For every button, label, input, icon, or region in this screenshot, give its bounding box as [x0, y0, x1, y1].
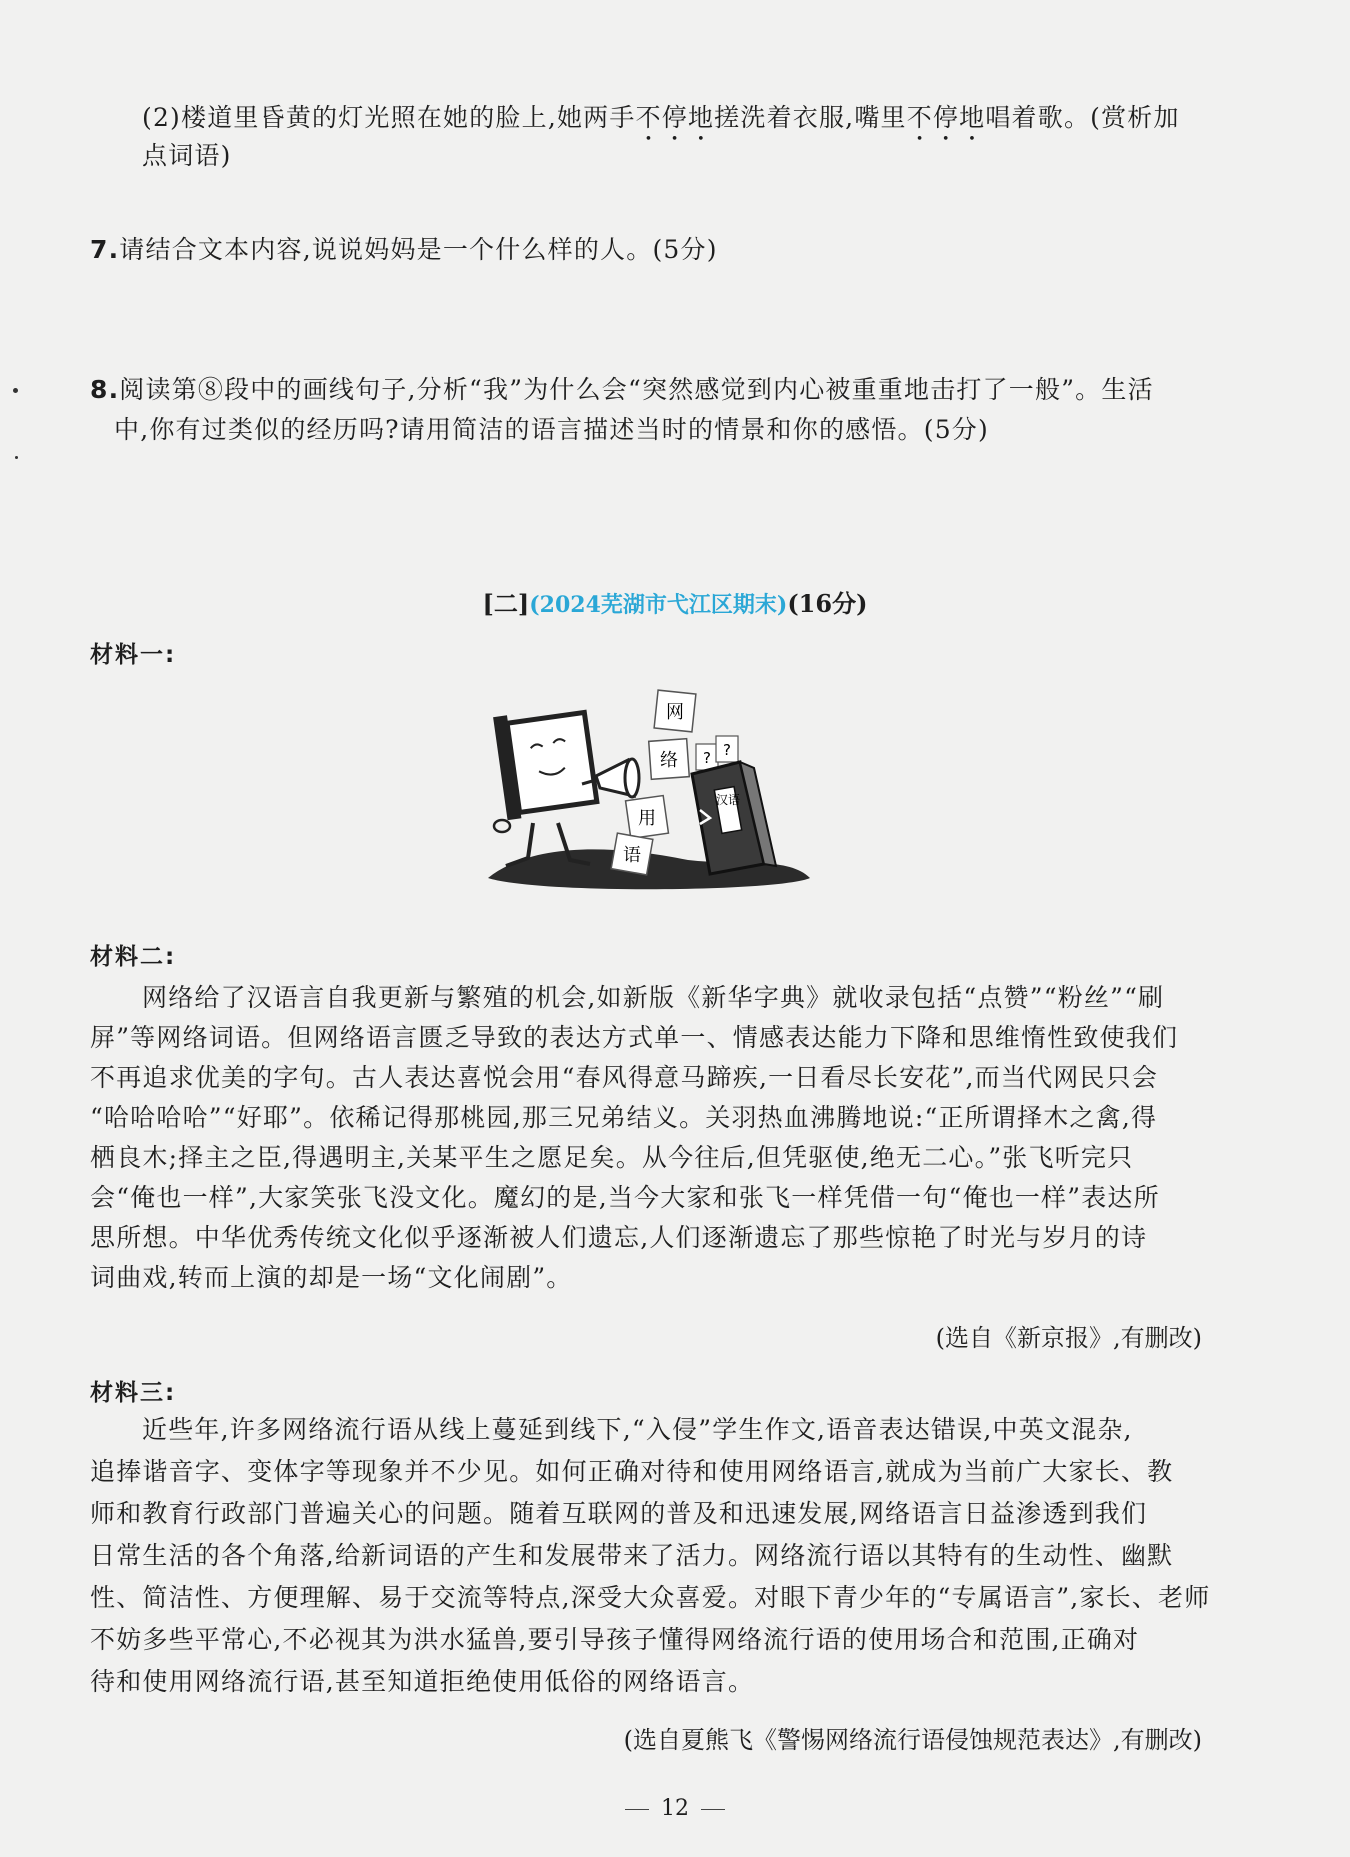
- m2-source: (选自《新京报》,有删改): [935, 1324, 1202, 1352]
- svg-text:汉语: 汉语: [715, 793, 741, 807]
- question-8: [90, 370, 1202, 410]
- q6-2-line-2: 点词语): [142, 141, 232, 170]
- page-number-dash-left: [625, 1809, 649, 1810]
- section-score: (16分): [787, 589, 868, 618]
- word-card-4: [611, 833, 653, 875]
- m3-line-5: 性、简洁性、方便理解、易于交流等特点,深受大众喜爱。对眼下青少年的“专属语言”,家长、老师: [90, 1583, 1211, 1612]
- svg-text:?: ?: [703, 749, 711, 767]
- m2-line-4: “哈哈哈哈”“好耶”。依稀记得那桃园,那三兄弟结义。关羽热血沸腾地说:“正所谓择木之禽,得: [90, 1103, 1158, 1132]
- material-3-label: 材料三:: [90, 1380, 177, 1406]
- m3-line-7: 待和使用网络流行语,甚至知道拒绝使用低俗的网络语言。: [90, 1667, 755, 1696]
- m2-line-2: 屏”等网络词语。但网络语言匮乏导致的表达方式单一、情感表达能力下降和思维惰性致使我们: [90, 1023, 1179, 1052]
- section-source: (2024芜湖市弋江区期末): [529, 592, 788, 618]
- q7-text: 请结合文本内容,说说妈妈是一个什么样的人。(5分): [119, 235, 718, 264]
- scan-speck: [13, 388, 18, 393]
- question-7: [90, 230, 1202, 270]
- page-footer: [0, 1796, 1350, 1821]
- m2-line-5: 栖良木;择主之臣,得遇明主,关某平生之愿足矣。从今往后,但凭驱使,绝无二心。”张飞听完只: [90, 1143, 1134, 1172]
- q6-2-text-post: 唱着歌。(赏析加: [985, 103, 1180, 132]
- q8-number: 8.: [90, 375, 120, 404]
- network-language-cartoon: [478, 688, 818, 896]
- m3-line-3: 师和教育行政部门普遍关心的问题。随着互联网的普及和迅速发展,网络语言日益渗透到我们: [90, 1499, 1148, 1528]
- section-header: [0, 584, 1350, 619]
- page-number-dash-right: [701, 1809, 725, 1810]
- svg-text:网: 网: [666, 702, 684, 723]
- m3-line-1: 近些年,许多网络流行语从线上蔓延到线下,“入侵”学生作文,语音表达错误,中英文混杂,: [142, 1415, 1133, 1444]
- word-card-2: [649, 739, 690, 780]
- m3-line-4: 日常生活的各个角落,给新词语的产生和发展带来了活力。网络流行语以其特有的生动性、幽默: [90, 1541, 1174, 1570]
- m3-source: (选自夏熊飞《警惕网络流行语侵蚀规范表达》,有删改): [623, 1726, 1202, 1754]
- m2-line-6: 会“俺也一样”,大家笑张飞没文化。魔幻的是,当今大家和张飞一样凭借一句“俺也一样”表达所: [90, 1183, 1160, 1212]
- computer-character-icon: [493, 705, 598, 821]
- m3-line-2: 追捧谐音字、变体字等现象并不少见。如何正确对待和使用网络语言,就成为当前广大家长、教: [90, 1457, 1174, 1486]
- q6-2-emphasis-2: 不停地: [906, 103, 986, 132]
- svg-text:用: 用: [638, 808, 656, 829]
- svg-text:络: 络: [660, 750, 678, 771]
- q6-2-emphasis-1: 不停地: [635, 103, 715, 132]
- q6-2-text-mid: 搓洗着衣服,嘴里: [714, 103, 907, 132]
- q6-2-text-pre: (2)楼道里昏黄的灯光照在她的脸上,她两手: [142, 103, 636, 132]
- svg-text:语: 语: [623, 845, 641, 866]
- m3-line-6: 不妨多些平常心,不必视其为洪水猛兽,要引导孩子懂得网络流行语的使用场合和范围,正确对: [90, 1625, 1140, 1654]
- word-card-1: [654, 690, 696, 732]
- page-number: 12: [661, 1796, 689, 1821]
- character-hand: [494, 820, 510, 832]
- q7-number: 7.: [90, 235, 120, 264]
- svg-text:?: ?: [723, 741, 731, 759]
- word-card-3: [626, 796, 669, 839]
- material-2-label: 材料二:: [90, 944, 177, 970]
- m2-line-3: 不再追求优美的字句。古人表达喜悦会用“春风得意马蹄疾,一日看尽长安花”,而当代网民只会: [90, 1063, 1159, 1092]
- scan-speck: [15, 456, 18, 459]
- m2-line-1: 网络给了汉语言自我更新与繁殖的机会,如新版《新华字典》就收录包括“点赞”“粉丝”“刷: [142, 983, 1165, 1012]
- material-1-label: 材料一:: [90, 642, 177, 668]
- q8-line-1: 阅读第⑧段中的画线句子,分析“我”为什么会“突然感觉到内心被重重地击打了一般”。生活: [119, 375, 1154, 404]
- m2-line-7: 思所想。中华优秀传统文化似乎逐渐被人们遗忘,人们逐渐遗忘了那些惊艳了时光与岁月的诗: [90, 1223, 1148, 1252]
- m2-line-8: 词曲戏,转而上演的却是一场“文化闹剧”。: [90, 1263, 573, 1292]
- q8-line-2: 中,你有过类似的经历吗?请用简洁的语言描述当时的情景和你的感悟。(5分): [114, 415, 989, 444]
- chinese-book-character-icon: [692, 762, 776, 874]
- section-bracket: [二]: [482, 589, 530, 618]
